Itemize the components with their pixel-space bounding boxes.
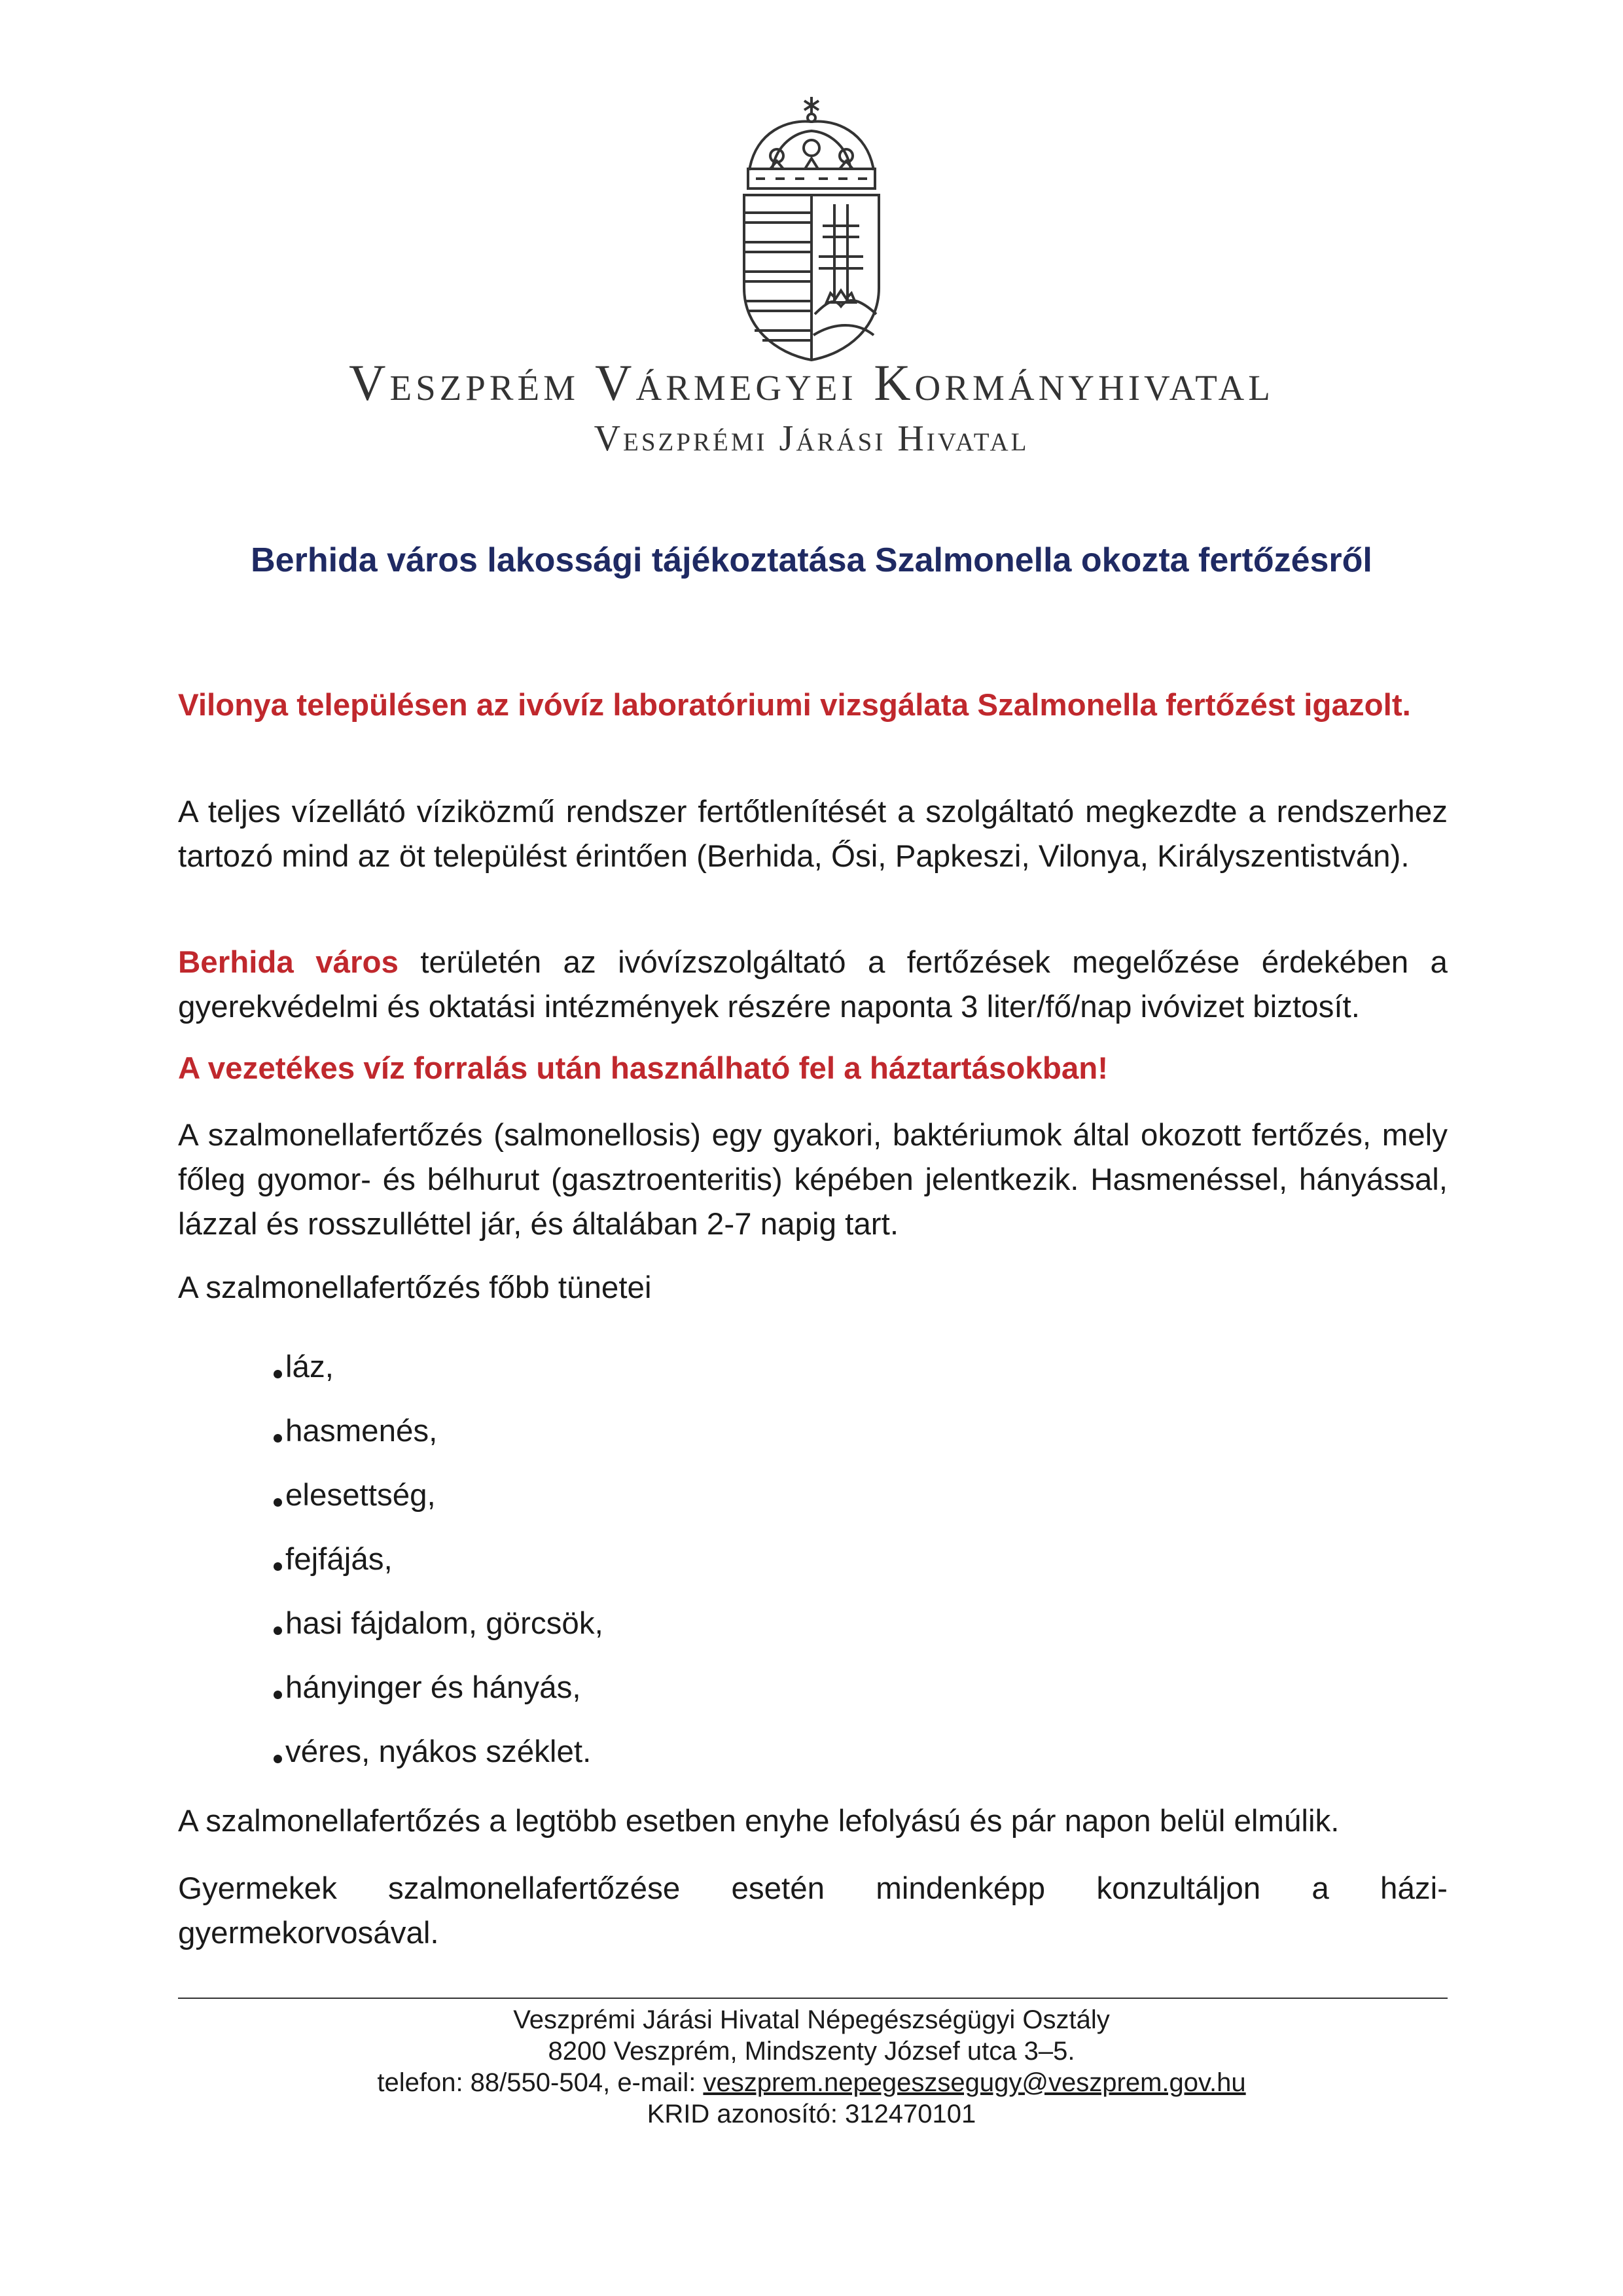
paragraph-children-advice: Gyermekek szalmonellafertőzése esetén mindenképp konzultáljon a házi-gyermekorvosával.: [178, 1871, 1448, 1950]
paragraph-salmonellosis-info: A szalmonellafertőzés (salmonellosis) egy gyakori, baktériumok által okozott fertőzés, mely főleg gyomor- és bélhurut (gasztroenteritis) képében jelentkezik. Hasmenéssel, hányással, lázzal és rosszulléttel jár, és általában 2-7 napig tart.: [178, 1118, 1448, 1242]
alert-paragraph-vilonya: Vilonya településen az ivóvíz laboratóriumi vizsgálata Szalmonella fertőzést igazolt.: [178, 688, 1411, 723]
list-item: hányinger és hányás,: [272, 1666, 1058, 1730]
office-name: Veszprémi Járási Hivatal: [594, 418, 1029, 459]
footer-krid: KRID azonosító: 312470101: [647, 2100, 976, 2128]
organization-name: Veszprém Vármegyei Kormányhivatal: [349, 354, 1274, 411]
footer-email-link[interactable]: veszprem.nepegeszsegugy@veszprem.gov.hu: [703, 2068, 1246, 2097]
list-item: láz,: [272, 1345, 1058, 1409]
footer-phone: telefon: 88/550-504, e-mail:: [377, 2068, 704, 2097]
paragraph-water-supply-text: területén az ivóvízszolgáltató a fertőzések megelőzése érdekében a gyerekvédelmi és oktatási intézmények részére naponta 3 liter/fő/nap ivóvizet biztosít.: [178, 945, 1448, 1024]
list-item: elesettség,: [272, 1473, 1058, 1537]
paragraph-disinfection: A teljes vízellátó víziközmű rendszer fertőtlenítését a szolgáltató megkezdte a rendszerhez tartozó mind az öt települést érintően (Berhida, Ősi, Papkeszi, Vilonya, Királyszentistván).: [178, 795, 1448, 874]
footer-divider: [178, 1998, 1448, 1999]
footer-contact: [0, 2067, 1623, 2098]
document-title: Berhida város lakossági tájékoztatása Szalmonella okozta fertőzésről: [251, 541, 1372, 579]
symptoms-list: [272, 1345, 1058, 1794]
alert-boil-water: A vezetékes víz forralás után használható fel a háztartásokban!: [178, 1051, 1109, 1086]
footer-department: Veszprémi Járási Hivatal Népegészségügyi Osztály: [513, 2005, 1110, 2034]
coat-of-arms-icon: [736, 92, 887, 363]
list-item: fejfájás,: [272, 1537, 1058, 1602]
town-highlight: Berhida város: [178, 945, 399, 980]
list-item: hasmenés,: [272, 1409, 1058, 1473]
paragraph-water-supply: [178, 941, 1448, 1030]
paragraph-mild-course: A szalmonellafertőzés a legtöbb esetben enyhe lefolyású és pár napon belül elmúlik.: [178, 1804, 1340, 1839]
list-item: hasi fájdalom, görcsök,: [272, 1602, 1058, 1666]
symptoms-heading: A szalmonellafertőzés főbb tünetei: [178, 1270, 652, 1305]
list-item: véres, nyákos széklet.: [272, 1730, 1058, 1794]
footer-address: 8200 Veszprém, Mindszenty József utca 3–5.: [548, 2037, 1075, 2066]
